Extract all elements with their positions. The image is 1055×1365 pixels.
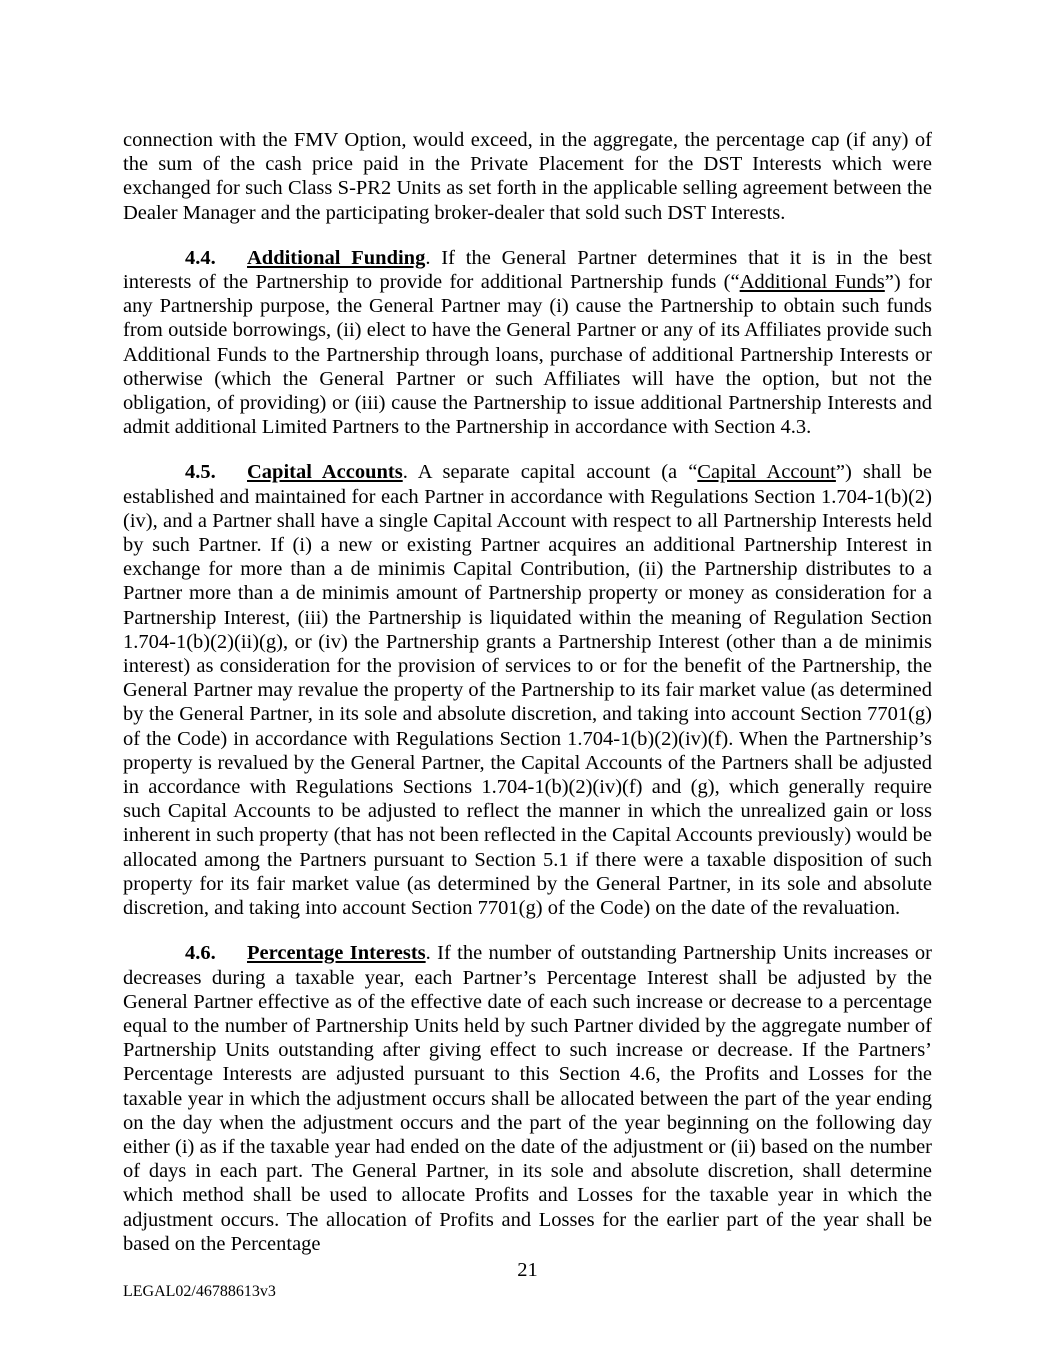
section-4-4-body-run: . If the General Partner determines that it is in the best interests of the Partnership to provide for additional Partnership funds (“ bbox=[123, 246, 932, 294]
section-4-4-number: 4.4. bbox=[185, 246, 216, 269]
defined-term-capital-account: Capital Account bbox=[697, 461, 836, 484]
text-block bbox=[123, 128, 932, 1277]
section-4-4 bbox=[123, 246, 932, 440]
section-4-4-body-run: ”) for any Partnership purpose, the General Partner may (i) cause the Partnership to obtain such funds from outside borrowings, (ii) elect to have the General Partner or any of its Affiliates provide such Additional Funds to the Partnership through loans, purchase of additional Partnership Interests or otherwise (which the General Partner or such Affiliates will have the option, but not the obligation, of providing) or (iii) cause the Partnership to issue additional Partnership Interests and admit additional Limited Partners to the Partnership in accordance with Section 4.3. bbox=[123, 271, 932, 439]
section-4-5-body-run: ”) shall be established and maintained for each Partner in accordance with Regulations Section 1.704-1(b)(2)(iv), and a Partner shall have a single Capital Account with respect to all Partnership Interests held by such Partner. If (i) a new or existing Partner acquires an additional Partnership Interest in exchange for more than a de minimis Capital Contribution, (ii) the Partnership distributes to a Partner more than a de minimis amount of Partnership property or money as consideration for a Partnership Interest, (iii) the Partnership is liquidated within the meaning of Regulation Section 1.704-1(b)(2)(ii)(g), or (iv) the Partnership grants a Partnership Interest (other than a de minimis interest) as consideration for the provision of services to or for the benefit of the Partnership, the General Partner may revalue the property of the Partnership to its fair market value (as determined by the General Partner, in its sole and absolute discretion, and taking into account Section 7701(g) of the Code) in accordance with Regulations Section 1.704-1(b)(2)(iv)(f). When the Partnership’s property is revalued by the General Partner, the Capital Accounts of the Partners shall be adjusted in accordance with Regulations Sections 1.704-1(b)(2)(iv)(f) and (g), which generally require such Capital Accounts to be adjusted to reflect the manner in which the unrealized gain or loss inherent in such property (that has not been reflected in the Capital Accounts previously) would be allocated among the Partners pursuant to Section 5.1 if there were a taxable disposition of such property for its fair market value (as determined by the General Partner, in its sole and absolute discretion, and taking into account Section 7701(g) of the Code) on the date of the revaluation. bbox=[123, 461, 933, 920]
section-4-5 bbox=[123, 460, 932, 920]
section-4-5-heading: Capital Accounts bbox=[247, 461, 403, 484]
paragraph-continuation: connection with the FMV Option, would exceed, in the aggregate, the percentage cap (if any) of the sum of the cash price paid in the Private Placement for the DST Interests which were exchanged for such Class S-PR2 Units as set forth in the applicable selling agreement between the Dealer Manager and the participating broker-dealer that sold such DST Interests. bbox=[123, 129, 932, 224]
section-4-5-body-run: . A separate capital account (a “ bbox=[402, 461, 698, 484]
section-4-6-heading: Percentage Interests bbox=[247, 942, 426, 965]
section-4-6 bbox=[123, 941, 932, 1256]
section-4-4-heading: Additional Funding bbox=[247, 246, 426, 269]
section-4-6-number: 4.6. bbox=[185, 942, 216, 965]
page-number: 21 bbox=[517, 1259, 538, 1281]
document-id-footer: LEGAL02/46788613v3 bbox=[123, 1283, 276, 1300]
defined-term-additional-funds: Additional Funds bbox=[739, 271, 885, 294]
section-4-5-number: 4.5. bbox=[185, 461, 216, 484]
section-4-6-body-run: . If the number of outstanding Partnership Units increases or decreases during a taxable year, each Partner’s Percentage Interest shall be adjusted by the General Partner effective as of the effective date of each such increase or decrease to a percentage equal to the number of Partnership Units held by such Partner divided by the aggregate number of Partnership Units outstanding after giving effect to such increase or decrease. If the Partners’ Percentage Interests are adjusted pursuant to this Section 4.6, the Profits and Losses for the taxable year in which the adjustment occurs shall be allocated between the part of the year ending on the day when the adjustment occurs and the part of the year beginning on the following day either (i) as if the taxable year had ended on the date of the adjustment or (ii) based on the number of days in each part. The General Partner, in its sole and absolute discretion, shall determine which method shall be used to allocate Profits and Losses for the taxable year in which the adjustment occurs. The allocation of Profits and Losses for the earlier part of the year shall be based on the Percentage bbox=[123, 942, 932, 1255]
